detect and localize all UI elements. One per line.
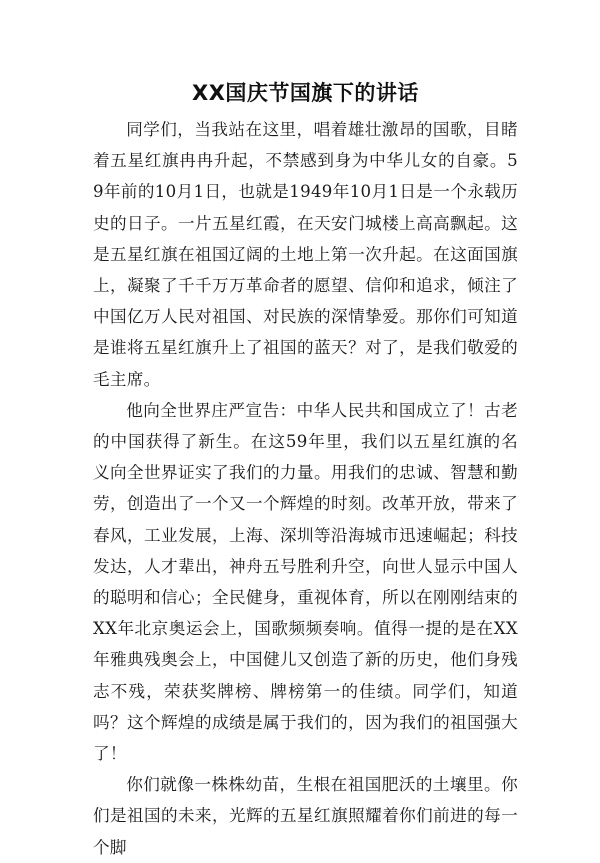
paragraph-1: 同学们，当我站在这里，唱着雄壮激昂的国歌，目睹着五星红旗冉冉升起，不禁感到身为中华儿女的自豪。59年前的10月1日，也就是1949年10月1日是一个永载历史的日子。一片五星红霞，在天安门城楼上高高飘起。这是五星红旗在祖国辽阔的土地上第一次升起。在这面国旗上，凝聚了千千万万革命者的愿望、信仰和追求，倾注了中国亿万人民对祖国、对民族的深情挚爱。那你们可知道是谁将五星红旗升上了祖国的蓝天？对了，是我们敬爱的毛主席。 <box>93 120 518 389</box>
document-body <box>93 114 518 863</box>
document-title: XX国庆节国旗下的讲话 <box>192 81 419 105</box>
paragraph-3: 你们就像一株株幼苗，生根在祖国肥沃的土壤里。你们是祖国的未来，光辉的五星红旗照耀着你们前进的每一个脚 <box>93 775 518 857</box>
paragraph-2: 他向全世界庄严宣告：中华人民共和国成立了！古老的中国获得了新生。在这59年里，我们以五星红旗的名义向全世界证实了我们的力量。用我们的忠诚、智慧和勤劳，创造出了一个又一个辉煌的时刻。改革开放，带来了春风，工业发展，上海、深圳等沿海城市迅速崛起；科技发达，人才辈出，神舟五号胜利升空，向世人显示中国人的聪明和信心；全民健身，重视体育，所以在刚刚结束的XX年北京奥运会上，国歌频频奏响。值得一提的是在XX年雅典残奥会上，中国健儿又创造了新的历史，他们身残志不残，荣获奖牌榜、牌榜第一的佳绩。同学们，知道吗？这个辉煌的成绩是属于我们的，因为我们的祖国强大了！ <box>93 400 518 764</box>
